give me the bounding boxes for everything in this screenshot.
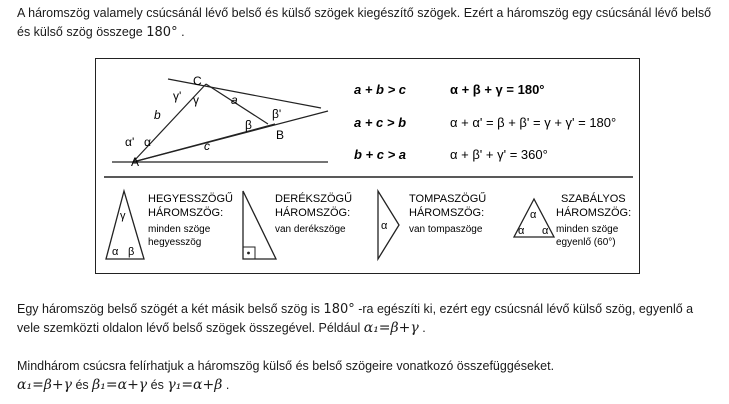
angle-alpha-ext: α' xyxy=(125,135,135,149)
angle-beta-ext: β' xyxy=(272,107,282,121)
equilateral-top-alpha: α xyxy=(530,209,537,221)
equation-2: α + α' = β + β' = γ + γ' = 180° xyxy=(450,115,617,130)
line-ab-extended xyxy=(133,111,328,162)
acute-triangle xyxy=(106,191,144,259)
exterior-angle-paragraph xyxy=(17,300,717,338)
type-3-title2: HÁROMSZÖG: xyxy=(409,207,485,219)
equilateral-left-alpha: α xyxy=(518,225,525,237)
type-1-title1: HEGYESSZÖGŰ xyxy=(148,193,233,205)
equilateral-right-alpha: α xyxy=(542,225,549,237)
triangle-figure xyxy=(95,58,640,274)
p2-formula: α₁=β+γ xyxy=(363,320,419,336)
triangle-figure-svg xyxy=(96,59,641,275)
vertex-c: C xyxy=(193,74,202,88)
intro-paragraph xyxy=(17,4,717,42)
equilateral-triangle xyxy=(514,199,554,237)
type-4-title2: HÁROMSZÖG: xyxy=(556,207,632,219)
p3-formula-1: α₁=β+γ xyxy=(17,377,72,393)
type-4-title1: SZABÁLYOS xyxy=(561,193,626,205)
side-a: a xyxy=(231,93,238,107)
type-2-desc1: van derékszöge xyxy=(275,224,346,235)
acute-alpha: α xyxy=(112,246,119,258)
intro-value: 180° xyxy=(146,25,178,40)
p3-formula-2: β₁=α+γ xyxy=(92,377,148,393)
vertex-a: A xyxy=(131,155,140,169)
side-c: c xyxy=(204,139,210,153)
vertex-b: B xyxy=(276,128,285,142)
type-3-desc1: van tompaszöge xyxy=(409,224,483,235)
relations-paragraph xyxy=(17,357,717,395)
intro-end: . xyxy=(181,25,185,39)
p3-and-2: és xyxy=(150,378,164,392)
p3-and-1: és xyxy=(75,378,89,392)
equation-1: α + β + γ = 180° xyxy=(450,82,545,97)
p3-end: . xyxy=(225,378,230,392)
equation-3: α + β' + γ' = 360° xyxy=(450,147,548,162)
p2-text: Egy háromszög belső szögét a két másik belső szög is xyxy=(17,302,320,316)
inequality-3: b + c > a xyxy=(354,147,407,162)
type-1-title2: HÁROMSZÖG: xyxy=(148,207,224,219)
acute-gamma: γ xyxy=(120,210,126,222)
acute-beta: β xyxy=(128,246,135,258)
type-4-desc2: egyenlő (60°) xyxy=(556,237,616,248)
angle-gamma-ext: γ' xyxy=(173,89,182,103)
main-triangle xyxy=(112,79,328,162)
right-triangle xyxy=(243,191,276,259)
side-b: b xyxy=(154,108,161,122)
type-3-title1: TOMPASZÖGŰ xyxy=(409,193,487,205)
angle-alpha: α xyxy=(144,135,151,149)
angle-beta: β xyxy=(245,118,252,132)
type-2-title1: DERÉKSZÖGŰ xyxy=(275,193,353,205)
line-a-extended xyxy=(168,79,321,108)
type-1-desc1: minden szöge xyxy=(148,224,211,235)
p3-text: Mindhárom csúcsra felírhatjuk a háromszög külső és belső szögeire vonatkozó összefüggéseket. xyxy=(17,359,555,373)
type-4-desc1: minden szöge xyxy=(556,224,619,235)
p2-text2: -ra egészíti ki, ezért egy csúcsnál lévő külső szög, egyenlő a vele szemközti oldalon lévő belső szögek összegével. Például xyxy=(17,302,694,335)
inequality-2: a + c > b xyxy=(354,115,407,130)
angle-gamma: γ xyxy=(193,93,199,107)
intro-text: A háromszög valamely csúcsánál lévő belső és külső szögek kiegészítő szögek. Ezért a háromszög egy csúcsánál lévő belső és külső szög összege xyxy=(17,6,712,39)
inequality-1: a + b > c xyxy=(354,82,407,97)
obtuse-triangle xyxy=(378,191,399,259)
p3-formula-3: γ₁=α+β xyxy=(167,377,223,393)
obtuse-alpha: α xyxy=(381,220,388,232)
p2-end: . xyxy=(422,321,426,335)
type-1-desc2: hegyesszög xyxy=(148,237,202,248)
type-2-title2: HÁROMSZÖG: xyxy=(275,207,351,219)
p2-value: 180° xyxy=(323,302,355,317)
